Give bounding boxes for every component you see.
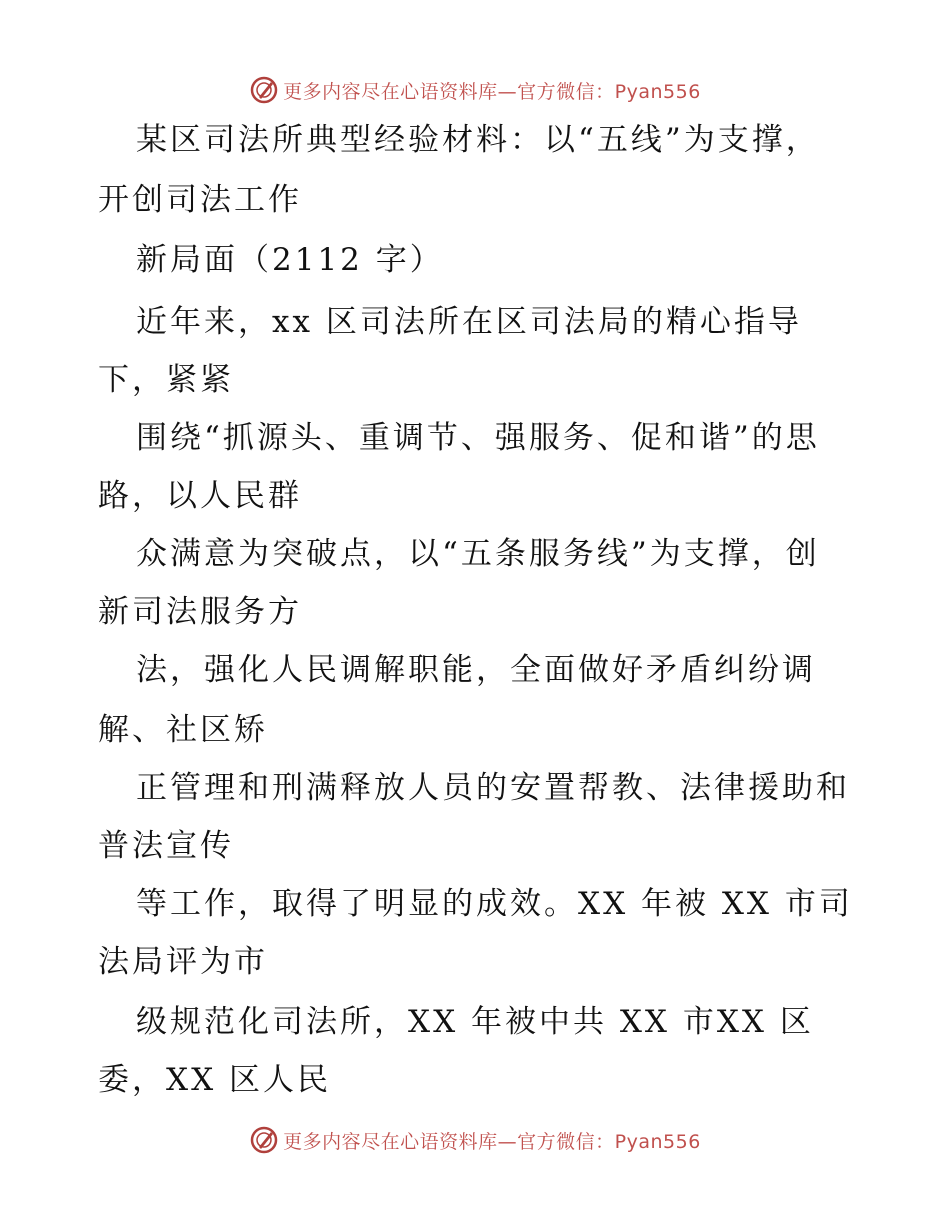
text-line: 某区司法所典型经验材料：以“五线”为支撑， (136, 122, 820, 158)
logo-icon (249, 75, 279, 105)
text-line: 新司法服务方 (98, 594, 302, 630)
header-watermark-text: 更多内容尽在心语资料库—官方微信：Pyan556 (283, 80, 701, 103)
text-line: 众满意为突破点，以“五条服务线”为支撑，创 (136, 536, 820, 572)
text-line: 路，以人民群 (98, 478, 302, 514)
text-line: 委，XX 区人民 (98, 1062, 331, 1098)
text-line: 级规范化司法所，XX 年被中共 XX 市XX 区 (136, 1004, 814, 1040)
text-line: 普法宣传 (98, 828, 234, 864)
text-line: 近年来，xx 区司法所在区司法局的精心指导 (136, 304, 802, 340)
footer-watermark-text: 更多内容尽在心语资料库—官方微信：Pyan556 (283, 1130, 701, 1153)
text-line: 新局面（2112 字） (136, 242, 444, 278)
text-line: 开创司法工作 (98, 182, 302, 218)
text-line: 等工作，取得了明显的成效。XX 年被 XX 市司 (136, 886, 853, 922)
text-line: 围绕“抓源头、重调节、强服务、促和谐”的思 (136, 420, 820, 456)
text-line: 法局评为市 (98, 944, 268, 980)
text-line: 正管理和刑满释放人员的安置帮教、法律援助和 (136, 770, 850, 806)
footer-watermark (0, 1120, 950, 1160)
logo-icon (249, 1125, 279, 1155)
text-line: 解、社区矫 (98, 712, 268, 748)
header-watermark (0, 70, 950, 110)
text-line: 法，强化人民调解职能，全面做好矛盾纠纷调 (136, 652, 816, 688)
text-line: 下，紧紧 (98, 362, 234, 398)
